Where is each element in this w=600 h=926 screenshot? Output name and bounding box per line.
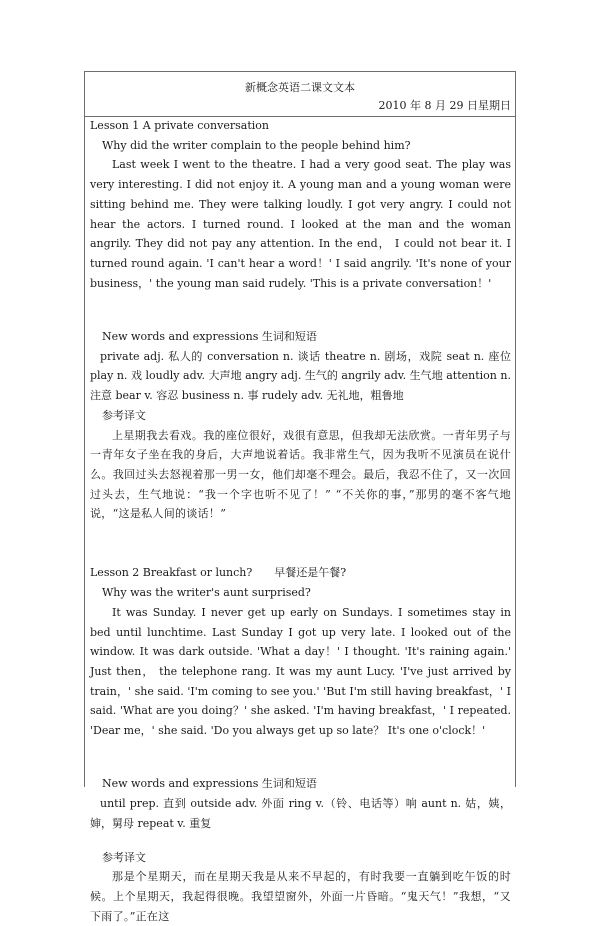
lesson2-translation-heading: 参考译文 [102, 850, 146, 864]
document-title: 新概念英语二课文文本 [245, 81, 355, 94]
document-date: 2010 年 8 月 29 日星期日 [378, 99, 511, 112]
lesson2-vocab: until prep. 直到 outside adv. 外面 ring v.（铃、电话等）响 aunt n. 姑，姨，婶，舅母 repeat v. 重复 [90, 797, 511, 830]
document-body [90, 116, 511, 926]
lesson1-vocab: private adj. 私人的 conversation n. 谈话 theatre n. 剧场，戏院 seat n. 座位 play n. 戏 loudly adv. 大声地 angry adj. 生气的 angrily adv. 生气地 attention n. 注意 bear v. 容忍 business n. 事 rudely adv. 无礼地，粗鲁地 [90, 349, 511, 403]
document-page [84, 71, 516, 923]
lesson1-heading: Lesson 1 A private conversation [90, 119, 269, 132]
spacer [90, 293, 511, 313]
lesson1-vocab-heading: New words and expressions 生词和短语 [102, 330, 317, 344]
spacer [90, 544, 511, 564]
lesson2-vocab-heading: New words and expressions 生词和短语 [102, 777, 317, 791]
spacer [90, 741, 511, 761]
spacer [90, 760, 511, 774]
spacer [90, 834, 511, 848]
lesson1-translation-heading: 参考译文 [102, 408, 146, 422]
lesson1-question: Why did the writer complain to the people behind him? [102, 138, 411, 152]
lesson2-text: It was Sunday. I never get up early on Sundays. I sometimes stay in bed until lunchtime. Last Sunday I got up very late. I looked out of the window. It was dark outside. 'What a day！' I thought. 'It's raining again.' Just then， the telephone rang. It was my aunt Lucy. 'I've just arrived by train，' she said. 'I'm coming to see you.' 'But I'm still having breakfast，' I said. 'What are you doing？' she asked. 'I'm having breakfast，' I repeated. 'Dear me，' she said. 'Do you always get up so late？ It's one o'clock！' [90, 605, 511, 738]
lesson2-heading: Lesson 2 Breakfast or lunch? 早餐还是午餐? [90, 566, 347, 580]
lesson2-question: Why was the writer's aunt surprised? [102, 586, 311, 600]
spacer [90, 313, 511, 327]
spacer [90, 524, 511, 544]
lesson1-text: Last week I went to the theatre. I had a very good seat. The play was very interesting. I did not enjoy it. A young man and a young woman were sitting behind me. They were talking loudly. I got very angry. I could not hear the actors. I turned round. I looked at the man and the woman angrily. They did not pay any attention. In the end， I could not bear it. I turned round again. 'I can't hear a word！' I said angrily. 'It's none of your business，' the young man said rudely. 'This is a private conversation！' [90, 158, 511, 290]
lesson1-translation: 上星期我去看戏。我的座位很好，戏很有意思，但我却无法欣赏。一青年男子与一青年女子坐在我的身后，大声地说着话。我非常生气，因为我听不见演员在说什么。我回过头去怒视着那一男一女，他们却毫不理会。最后，我忍不住了，又一次回过头去，生气地说：“我一个字也听不见了！” “不关你的事，”那男的毫不客气地说，“这是私人间的谈话！” [90, 428, 511, 521]
lesson2-translation: 那是个星期天，而在星期天我是从来不早起的，有时我要一直躺到吃午饭的时候。上个星期天，我起得很晚。我望望窗外，外面一片昏暗。“鬼天气！”我想，“又下雨了。”正在这 [90, 870, 511, 923]
